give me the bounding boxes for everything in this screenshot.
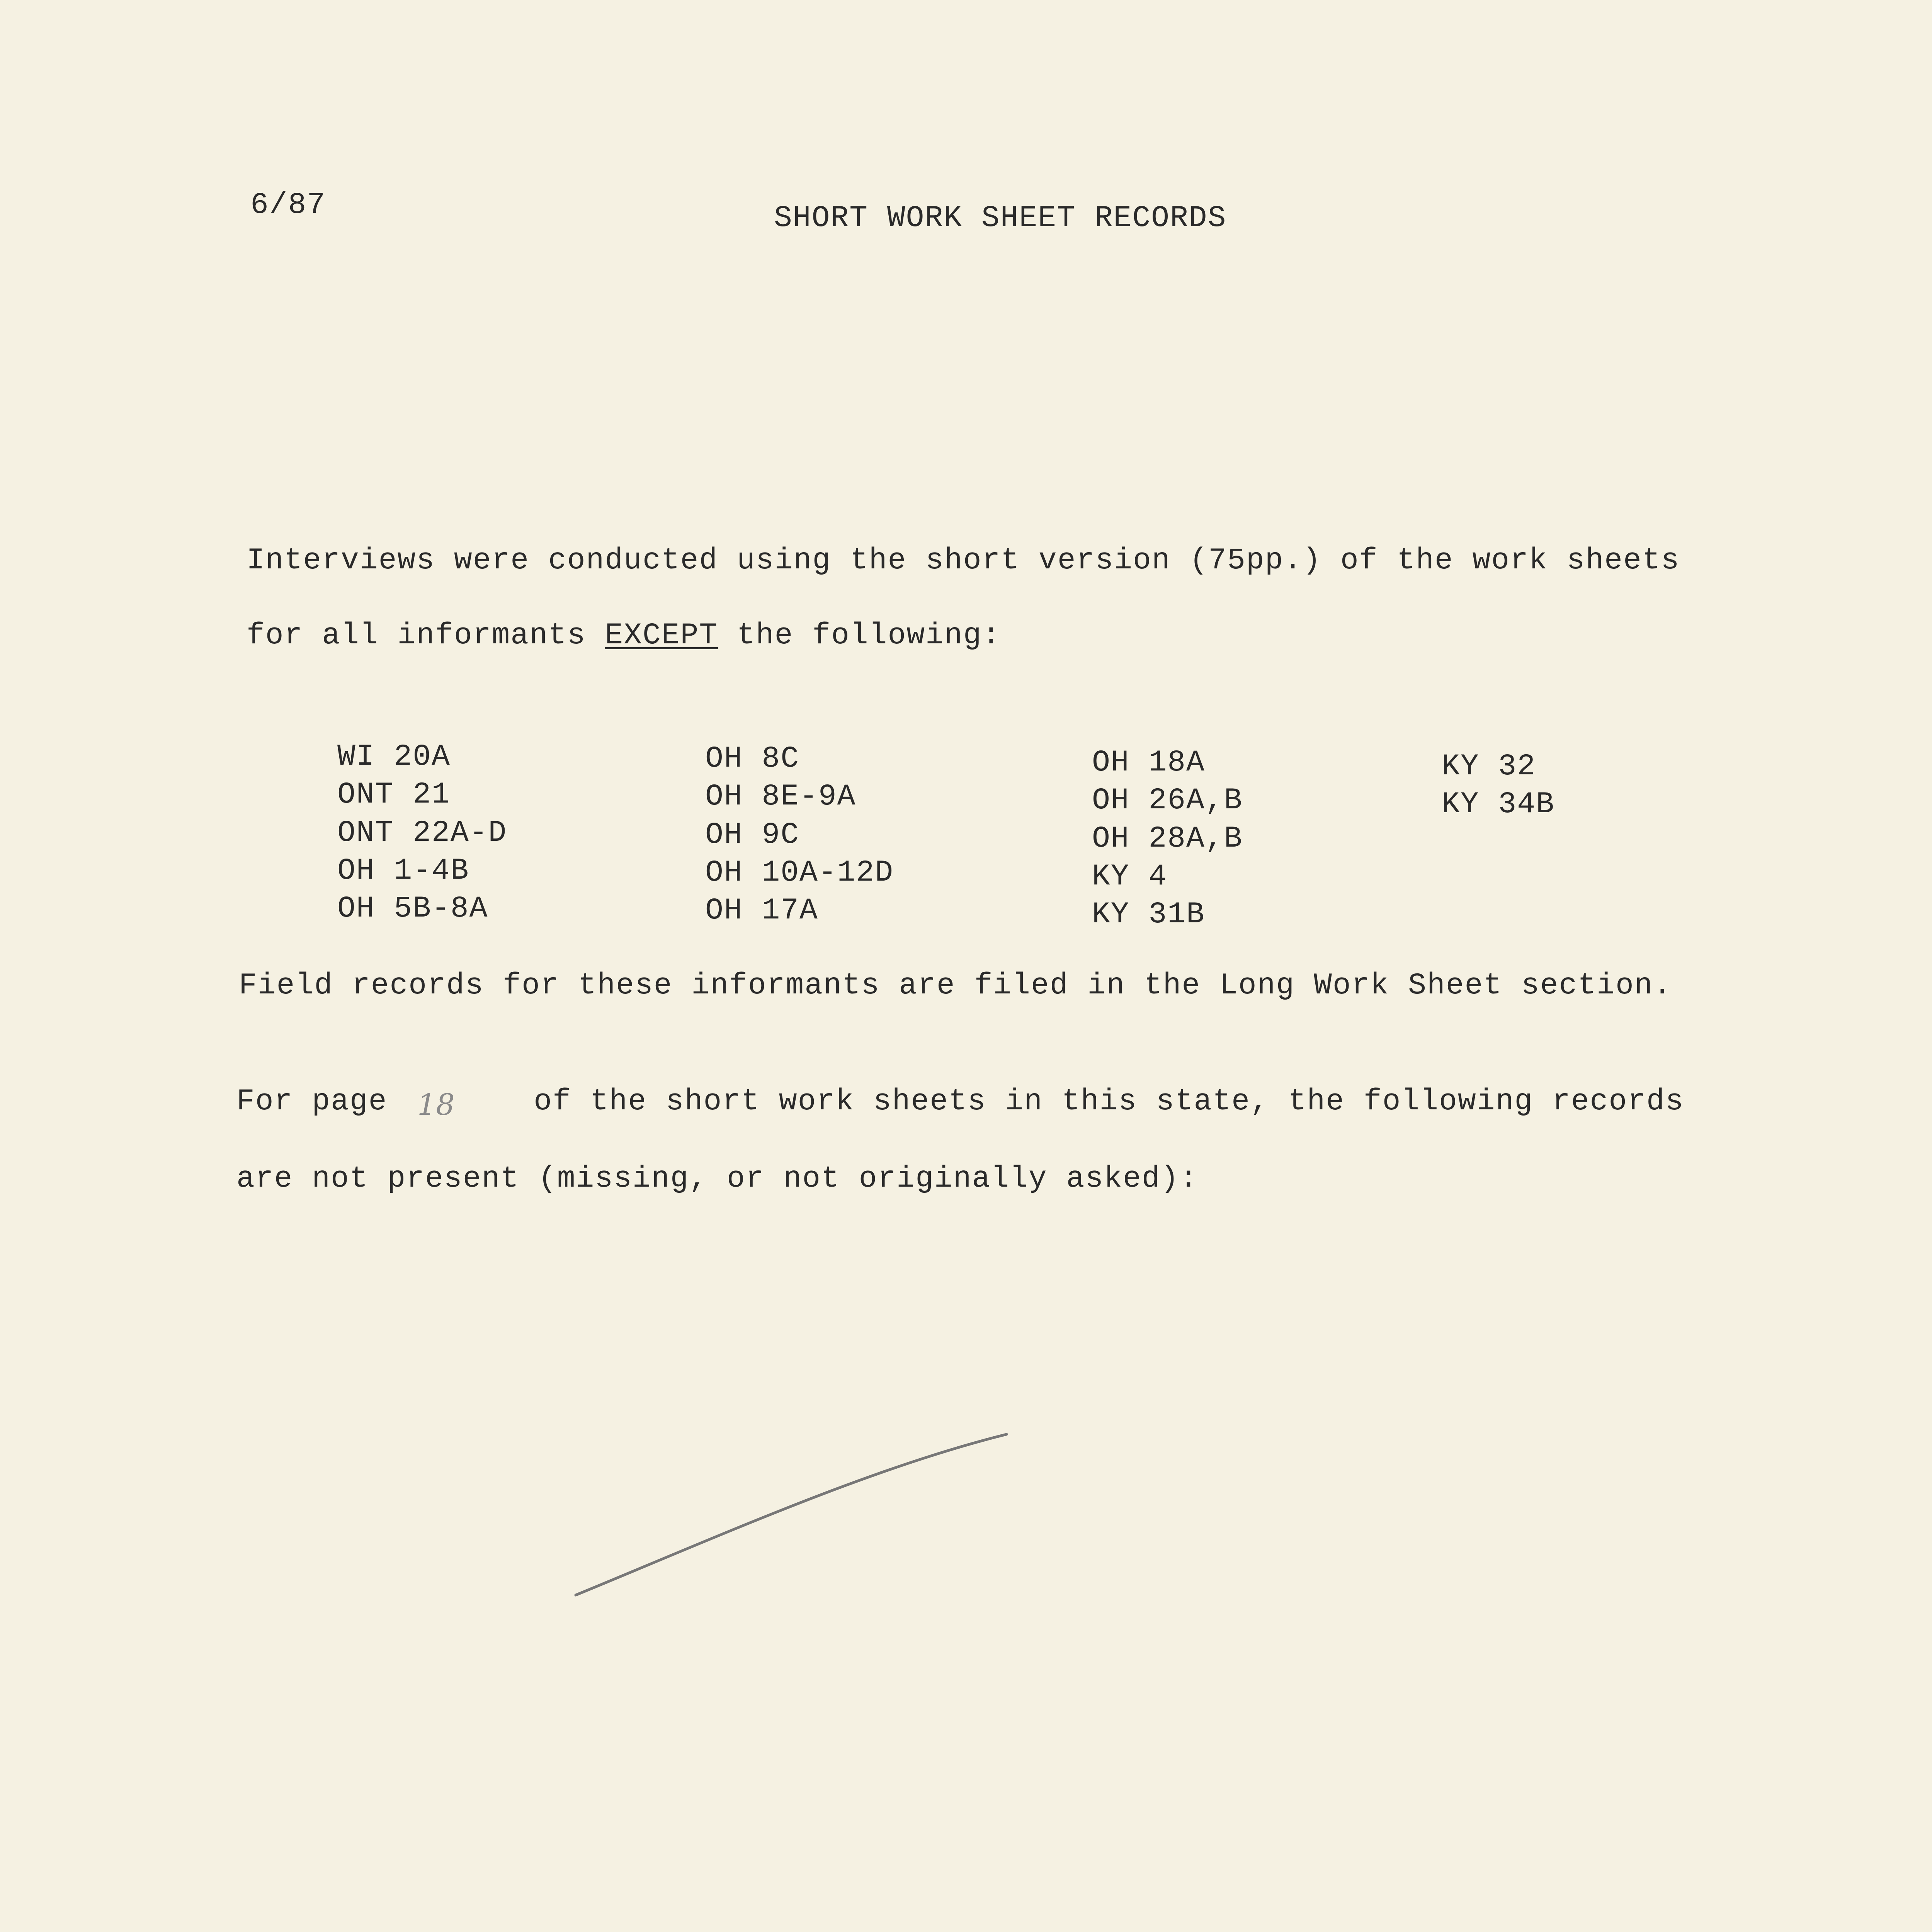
document-date: 6/87 — [250, 188, 326, 222]
intro-text-before: for all informants — [247, 619, 605, 653]
informant-column-1 — [337, 738, 507, 928]
informant-item: OH 5B-8A — [337, 892, 488, 926]
informant-item: OH 8E-9A — [705, 780, 856, 814]
informant-item: KY 34B — [1442, 787, 1555, 822]
informant-item: KY 32 — [1442, 750, 1536, 784]
informant-item: ONT 21 — [337, 778, 451, 812]
intro-line-2 — [247, 621, 1001, 651]
informant-column-2 — [705, 740, 894, 930]
document-title: SHORT WORK SHEET RECORDS — [774, 201, 1227, 235]
field-records-note: Field records for these informants are filed in the Long Work Sheet section. — [239, 969, 1672, 1003]
informant-item: OH 10A-12D — [705, 855, 894, 890]
handwritten-page-number: 18 — [417, 1087, 455, 1122]
informant-item: OH 26A,B — [1092, 784, 1243, 818]
missing-text-before: For page — [236, 1085, 406, 1119]
informant-column-4 — [1442, 748, 1555, 824]
informant-item: OH 1-4B — [337, 854, 469, 888]
intro-line-1: Interviews were conducted using the short version (75pp.) of the work sheets — [247, 544, 1680, 578]
intro-text-after: the following: — [718, 619, 1001, 653]
informant-item: OH 9C — [705, 818, 800, 852]
informant-item: OH 17A — [705, 894, 818, 928]
informant-item: OH 8C — [705, 742, 800, 776]
informant-item: ONT 22A-D — [337, 816, 507, 850]
informant-item: KY 4 — [1092, 859, 1168, 894]
except-emphasis: EXCEPT — [605, 619, 718, 653]
informant-column-3 — [1092, 744, 1243, 934]
missing-records-line-2: are not present (missing, or not originally asked): — [236, 1162, 1199, 1196]
informant-item: OH 28A,B — [1092, 821, 1243, 856]
informant-item: KY 31B — [1092, 898, 1205, 932]
informant-item: OH 18A — [1092, 746, 1205, 780]
missing-text-after: of the short work sheets in this state, the following records — [534, 1085, 1684, 1119]
informant-item: WI 20A — [337, 740, 451, 774]
